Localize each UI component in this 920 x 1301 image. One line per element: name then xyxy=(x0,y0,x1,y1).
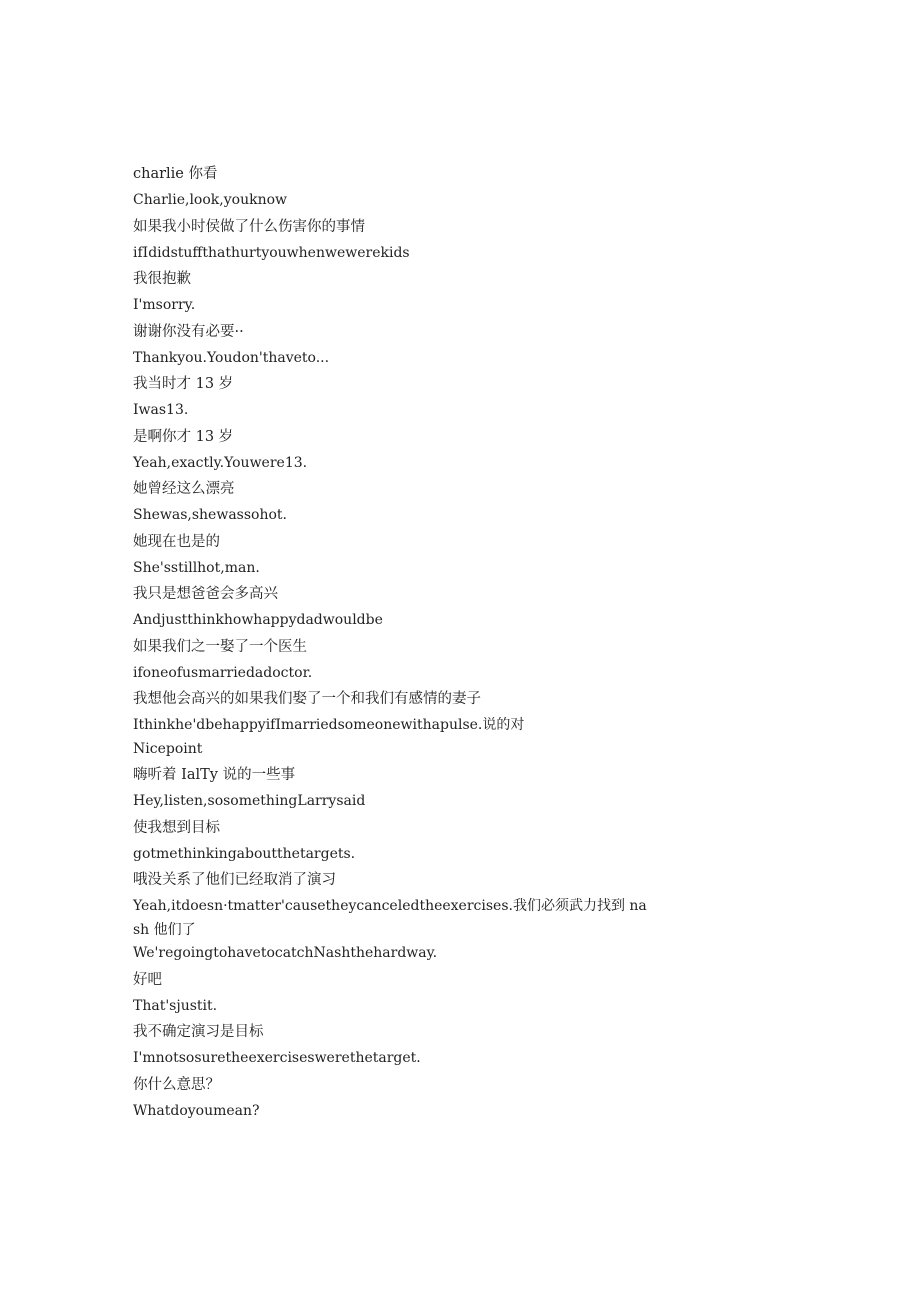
subtitle-line-english: I'msorry. xyxy=(133,297,196,313)
subtitle-line-chinese: 我不确定演习是目标 xyxy=(133,1024,264,1040)
subtitle-line-english: Ithinkhe'dbehappyifImarriedsomeonewithapulse.说的对 xyxy=(133,717,525,733)
subtitle-line-chinese: 她曾经这么漂亮 xyxy=(133,481,235,497)
subtitle-line-chinese: 好吧 xyxy=(133,971,162,988)
subtitle-line-english: She'sstillhot,man. xyxy=(133,559,260,576)
subtitle-line-english: That'sjustit. xyxy=(133,997,218,1014)
subtitle-line-chinese: 是啊你才 13 岁 xyxy=(133,428,234,445)
subtitle-line-english: I'mnotsosuretheexerciseswerethetarget. xyxy=(133,1050,421,1066)
subtitle-line-chinese: 如果我们之一娶了一个医生 xyxy=(133,638,307,655)
subtitle-line-chinese: 我很抱歉 xyxy=(133,271,191,287)
subtitle-line-english: Andjustthinkhowhappydadwouldbe xyxy=(133,612,383,628)
subtitle-line-chinese: 她现在也是的 xyxy=(133,533,220,550)
subtitle-line-chinese: 我想他会高兴的如果我们娶了一个和我们有感情的妻子 xyxy=(133,691,481,707)
subtitle-line-english: Yeah,itdoesn·tmatter'causetheycanceledtheexercises.我们必须武力找到 nash 他们了 xyxy=(133,898,647,938)
subtitle-line-english: Nicepoint xyxy=(133,740,203,757)
subtitle-line-english: Shewas,shewassohot. xyxy=(133,507,287,523)
subtitle-line-chinese: 使我想到目标 xyxy=(133,819,220,836)
subtitle-line-chinese: 我只是想爸爸会多高兴 xyxy=(133,586,278,602)
subtitle-line-english: ifIdidstuffthathurtyouwhenwewerekids xyxy=(133,244,410,261)
subtitle-line-english: Yeah,exactly.Youwere13. xyxy=(133,454,308,471)
subtitle-line-english: Charlie,look,youknow xyxy=(133,192,287,208)
subtitle-line-chinese: 我当时才 13 岁 xyxy=(133,376,234,392)
subtitle-line-english: gotmethinkingaboutthetargets. xyxy=(133,845,356,862)
subtitle-line-chinese: 哦没关系了他们已经取消了演习 xyxy=(133,872,336,888)
subtitle-line-english: Whatdoyoumean? xyxy=(133,1102,260,1119)
subtitle-line-chinese: 你什么意思？ xyxy=(133,1076,220,1093)
subtitle-line-chinese: 嗨听着 IalTy 说的一些事 xyxy=(133,767,296,783)
subtitle-line-chinese: 如果我小时侯做了什么伤害你的事情 xyxy=(133,218,365,235)
subtitle-line-chinese: 谢谢你没有必要·· xyxy=(133,323,244,340)
subtitle-line-chinese: charlie 你看 xyxy=(133,166,218,182)
subtitle-line-english: ifoneofusmarriedadoctor. xyxy=(133,664,313,681)
document-page xyxy=(133,160,653,1123)
subtitle-line-english: Hey,listen,sosomethingLarrysaid xyxy=(133,793,366,809)
subtitle-line-english: Iwas13. xyxy=(133,402,189,418)
subtitle-line-english: Thankyou.Youdon'thaveto... xyxy=(133,349,330,366)
subtitle-line-english: We'regoingtohavetocatchNashthehardway. xyxy=(133,945,438,961)
